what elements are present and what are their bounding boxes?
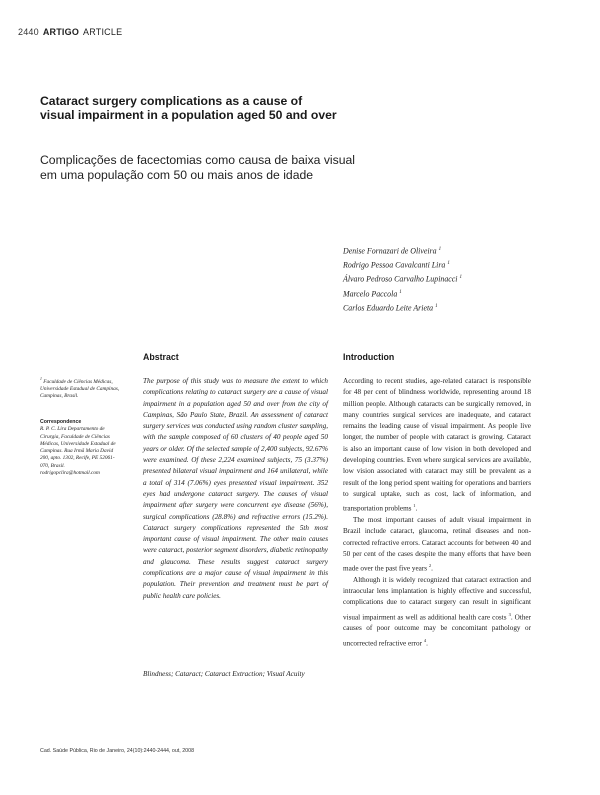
author: Álvaro Pedroso Carvalho Lupinacci $^1$: [343, 275, 462, 285]
journal-footer: Cad. Saúde Pública, Rio de Janeiro, 24(10):2440-2444, out, 2008: [40, 748, 195, 754]
section-label-en: ARTICLE: [83, 27, 123, 37]
author-list: [343, 244, 583, 315]
correspondence-block: [40, 419, 122, 477]
article-title-pt: Complicações de facectomias como causa de baixa visual em uma população com 50 ou mais anos de idade: [40, 153, 356, 182]
abstract-heading: Abstract: [143, 352, 179, 362]
paragraph: According to recent studies, age-related cataract is responsible for 48 per cent of blindness worldwide, representing around 18 million people. Although cataracts can be surgically removed, in many countries surgical services are inadequate, and cataract remains the leading cause of visual impairment. As people live longer, the number of people with cataract is growing. Cataract is also an important cause of low vision in both developed and developing countries. Even where surgical services are available, low vision associated with cataract may still be prevalent as a result of the long period spent waiting for operations and barriers to surgical uptake, such as cost, lack of information, and transportation problems $^1$.: [343, 377, 531, 513]
keywords: Blindness; Cataract; Cataract Extraction; Visual Acuity: [143, 670, 305, 678]
paragraph: The most important causes of adult visual impairment in Brazil include cataract, glaucoma, retinal diseases and non-corrected refractive errors. Cataract accounts for between 40 and 50 per cent of the cases despite the many efforts that have been made over the past five years $^2$.: [343, 515, 531, 573]
article-title-en: Cataract surgery complications as a cause of visual impairment in a population aged 50 and over: [40, 94, 337, 122]
abstract-text: The purpose of this study was to measure the extent to which complications relating to cataract surgery are a cause of visual impairment in a population aged 50 and over from the city of Campinas, São Paulo State, Brazil. An assessment of cataract surgery services was conducted using random cluster sampling, with the sample composed of 60 clusters of 40 people aged 50 years or older. Of the selected sample of 2,400 subjects, 92.67% were examined. Of these 2,224 examined subjects, 75 (3.37%) presented bilateral visual impairment and 164 unilateral, while a total of 314 (7.06%) eyes presented visual impairment. 352 eyes had undergone cataract surgery. The causes of visual impairment after surgery were concurrent eye disease (56%), surgical complications (28.8%) and refractive errors (15.2%). Cataract surgery complications represented the 5th most important cause of visual impairment. The other main causes were cataract, posterior segment disorders, diabetic retinopathy and glaucoma. These results suggest cataract surgery complications are a major cause of visual impairment in this population. Their prevention and treatment must be part of public health care policies.: [143, 377, 328, 600]
section-label-pt: ARTIGO: [42, 27, 80, 37]
author: Rodrigo Pessoa Cavalcanti Lira $^1$: [343, 260, 450, 270]
running-header: [18, 27, 122, 37]
introduction-body: [343, 376, 531, 649]
author: Carlos Eduardo Leite Arieta $^1$: [343, 303, 438, 313]
affiliation-note: $^1$ Faculdade de Ciências Médicas, Universidade Estadual de Campinas, Campinas, Brasil.: [40, 377, 120, 400]
paragraph: Although it is widely recognized that cataract extraction and intraocular lens implantation is highly effective and successful, complications due to cataract surgery can result in significant visual impairment as well as additional health care costs $^3$. Other causes of poor outcome may be concomitant pathology or uncorrected refractive error $^4$.: [343, 575, 532, 648]
author: Marcelo Paccola $^1$: [343, 289, 402, 299]
page-number: 2440: [18, 27, 39, 37]
introduction-heading: Introduction: [343, 352, 395, 362]
author: Denise Fornazari de Oliveira $^1$: [343, 246, 442, 256]
correspondence-address: R. P. C. Lira Departamento de Cirurgia, Faculdade de Ciências Médicas, Universidade Estadual de Campinas. Rua Irmã Maria David 200, apto. 1302, Recife, PE 52061-070, Brasil. rodrigopclira@hotmail.com: [40, 426, 116, 477]
correspondence-label: Correspondence: [40, 419, 82, 425]
